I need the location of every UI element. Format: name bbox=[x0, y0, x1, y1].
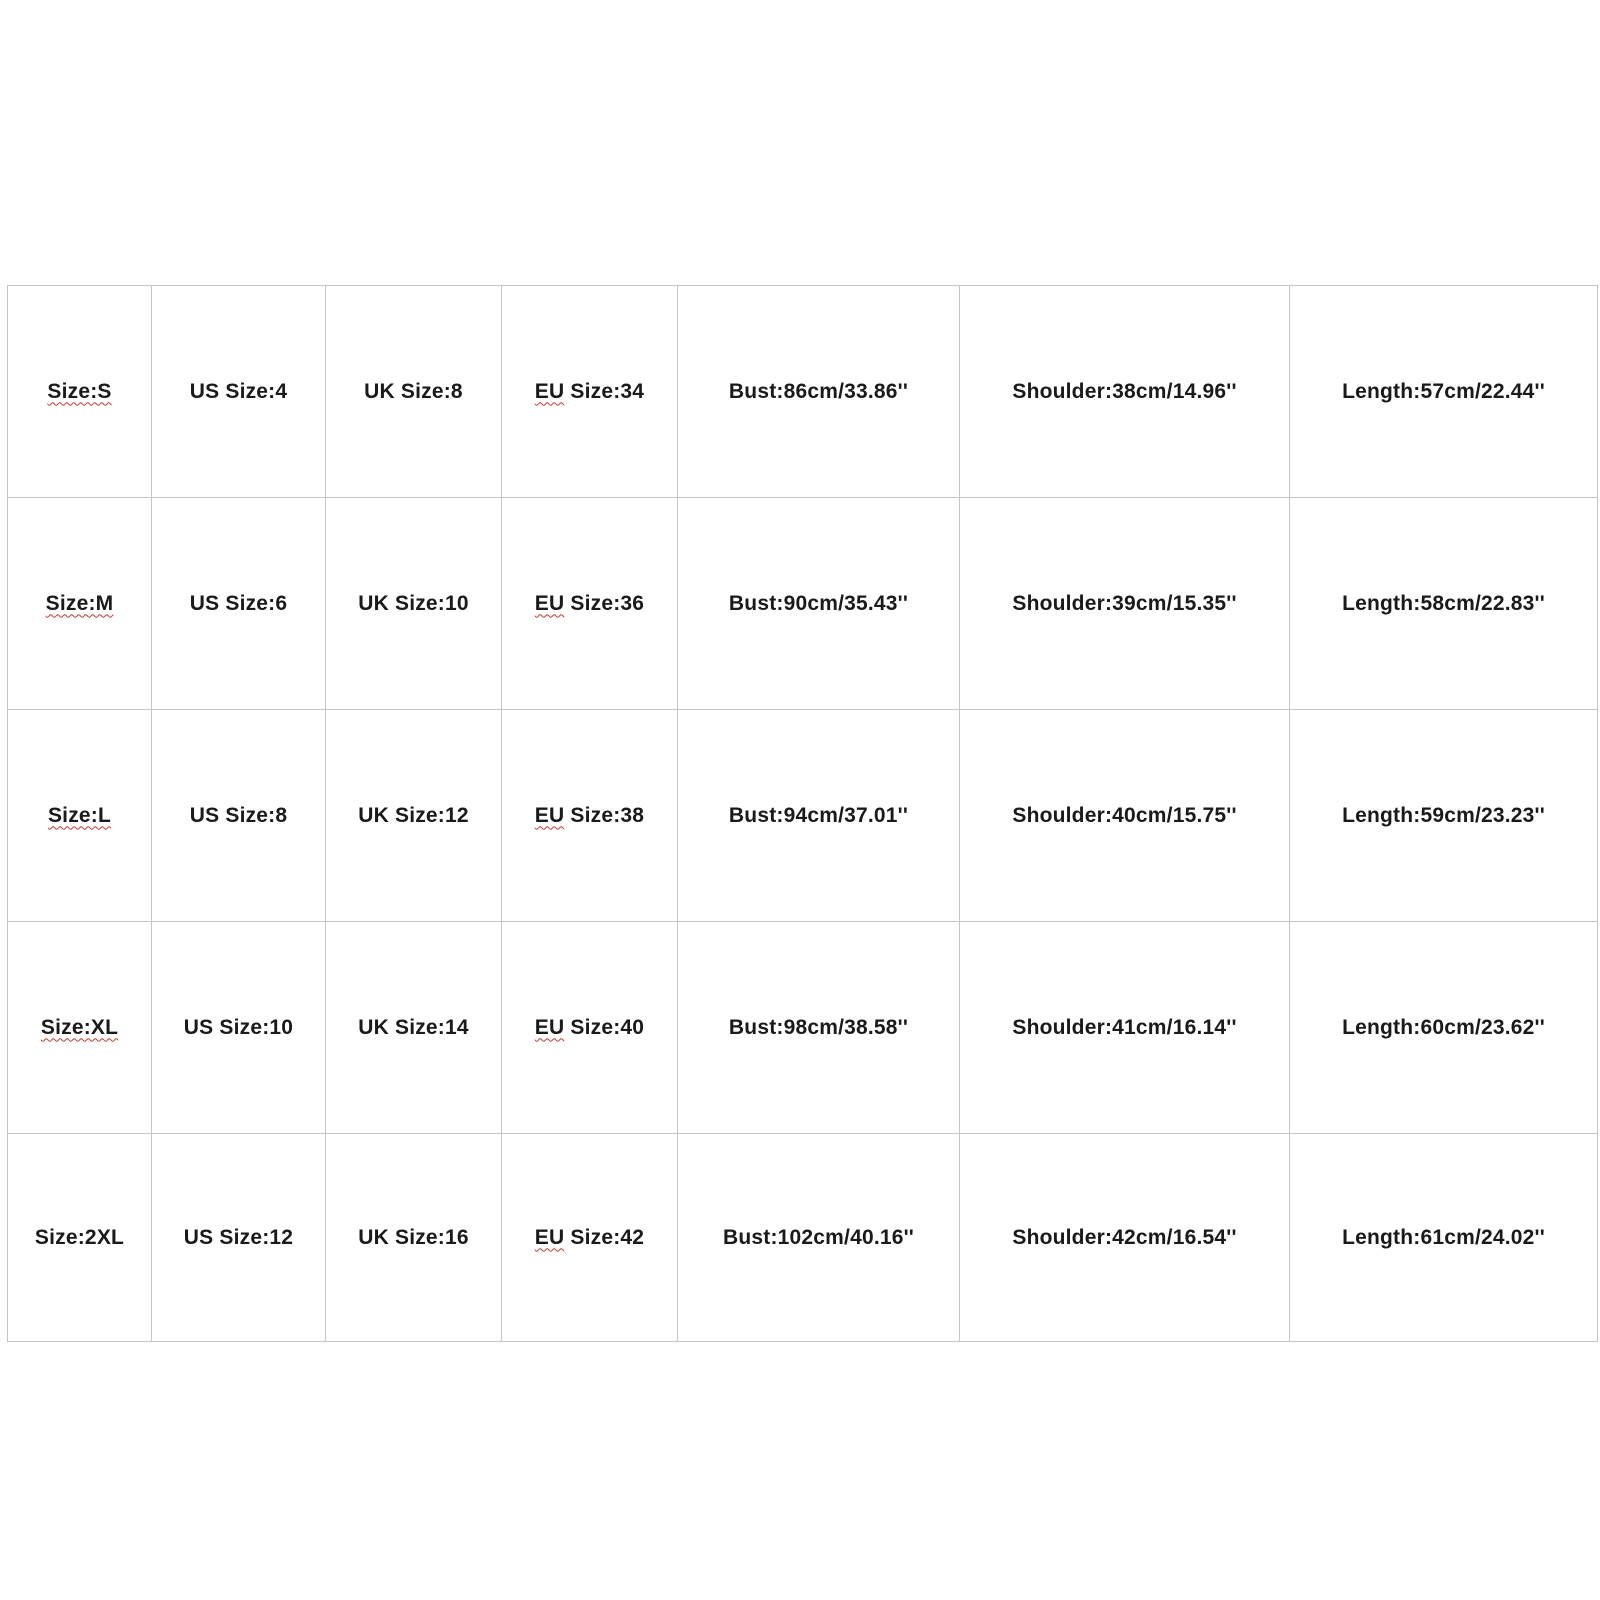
eu-prefix: EU bbox=[534, 1015, 565, 1039]
shoulder-cell: Shoulder:39cm/15.35'' bbox=[960, 498, 1290, 710]
shoulder-cell: Shoulder:40cm/15.75'' bbox=[960, 710, 1290, 922]
size-label: Size:S bbox=[47, 379, 112, 403]
eu-value: Size:34 bbox=[564, 379, 645, 403]
size-row-xl bbox=[8, 922, 1598, 1134]
size-label: Size:XL bbox=[40, 1015, 119, 1039]
uk-size-cell: UK Size:16 bbox=[326, 1134, 502, 1342]
size-row-l bbox=[8, 710, 1598, 922]
eu-value: Size:36 bbox=[564, 591, 645, 615]
eu-prefix: EU bbox=[534, 1225, 565, 1249]
size-cell bbox=[8, 710, 152, 922]
size-row-m bbox=[8, 498, 1598, 710]
eu-prefix: EU bbox=[534, 591, 565, 615]
size-row-2xl bbox=[8, 1134, 1598, 1342]
size-label: Size:M bbox=[45, 591, 114, 615]
eu-size-cell bbox=[502, 1134, 678, 1342]
length-cell: Length:57cm/22.44'' bbox=[1290, 286, 1598, 498]
bust-cell: Bust:102cm/40.16'' bbox=[678, 1134, 960, 1342]
us-size-cell: US Size:10 bbox=[152, 922, 326, 1134]
eu-value: Size:40 bbox=[564, 1015, 645, 1039]
us-size-cell: US Size:6 bbox=[152, 498, 326, 710]
size-cell bbox=[8, 922, 152, 1134]
size-row-s bbox=[8, 286, 1598, 498]
size-chart-table bbox=[7, 285, 1598, 1342]
eu-prefix: EU bbox=[534, 379, 565, 403]
shoulder-cell: Shoulder:42cm/16.54'' bbox=[960, 1134, 1290, 1342]
us-size-cell: US Size:8 bbox=[152, 710, 326, 922]
size-label: Size:L bbox=[47, 803, 112, 827]
size-cell bbox=[8, 286, 152, 498]
bust-cell: Bust:94cm/37.01'' bbox=[678, 710, 960, 922]
eu-value: Size:38 bbox=[564, 803, 645, 827]
eu-size-cell bbox=[502, 922, 678, 1134]
size-cell bbox=[8, 1134, 152, 1342]
length-cell: Length:59cm/23.23'' bbox=[1290, 710, 1598, 922]
shoulder-cell: Shoulder:38cm/14.96'' bbox=[960, 286, 1290, 498]
bust-cell: Bust:86cm/33.86'' bbox=[678, 286, 960, 498]
us-size-cell: US Size:4 bbox=[152, 286, 326, 498]
size-cell bbox=[8, 498, 152, 710]
eu-size-cell bbox=[502, 286, 678, 498]
eu-size-cell bbox=[502, 498, 678, 710]
length-cell: Length:61cm/24.02'' bbox=[1290, 1134, 1598, 1342]
bust-cell: Bust:90cm/35.43'' bbox=[678, 498, 960, 710]
us-size-cell: US Size:12 bbox=[152, 1134, 326, 1342]
uk-size-cell: UK Size:8 bbox=[326, 286, 502, 498]
eu-prefix: EU bbox=[534, 803, 565, 827]
uk-size-cell: UK Size:12 bbox=[326, 710, 502, 922]
shoulder-cell: Shoulder:41cm/16.14'' bbox=[960, 922, 1290, 1134]
size-label: Size:2XL bbox=[34, 1225, 125, 1249]
bust-cell: Bust:98cm/38.58'' bbox=[678, 922, 960, 1134]
eu-size-cell bbox=[502, 710, 678, 922]
eu-value: Size:42 bbox=[564, 1225, 645, 1249]
uk-size-cell: UK Size:10 bbox=[326, 498, 502, 710]
length-cell: Length:60cm/23.62'' bbox=[1290, 922, 1598, 1134]
uk-size-cell: UK Size:14 bbox=[326, 922, 502, 1134]
length-cell: Length:58cm/22.83'' bbox=[1290, 498, 1598, 710]
